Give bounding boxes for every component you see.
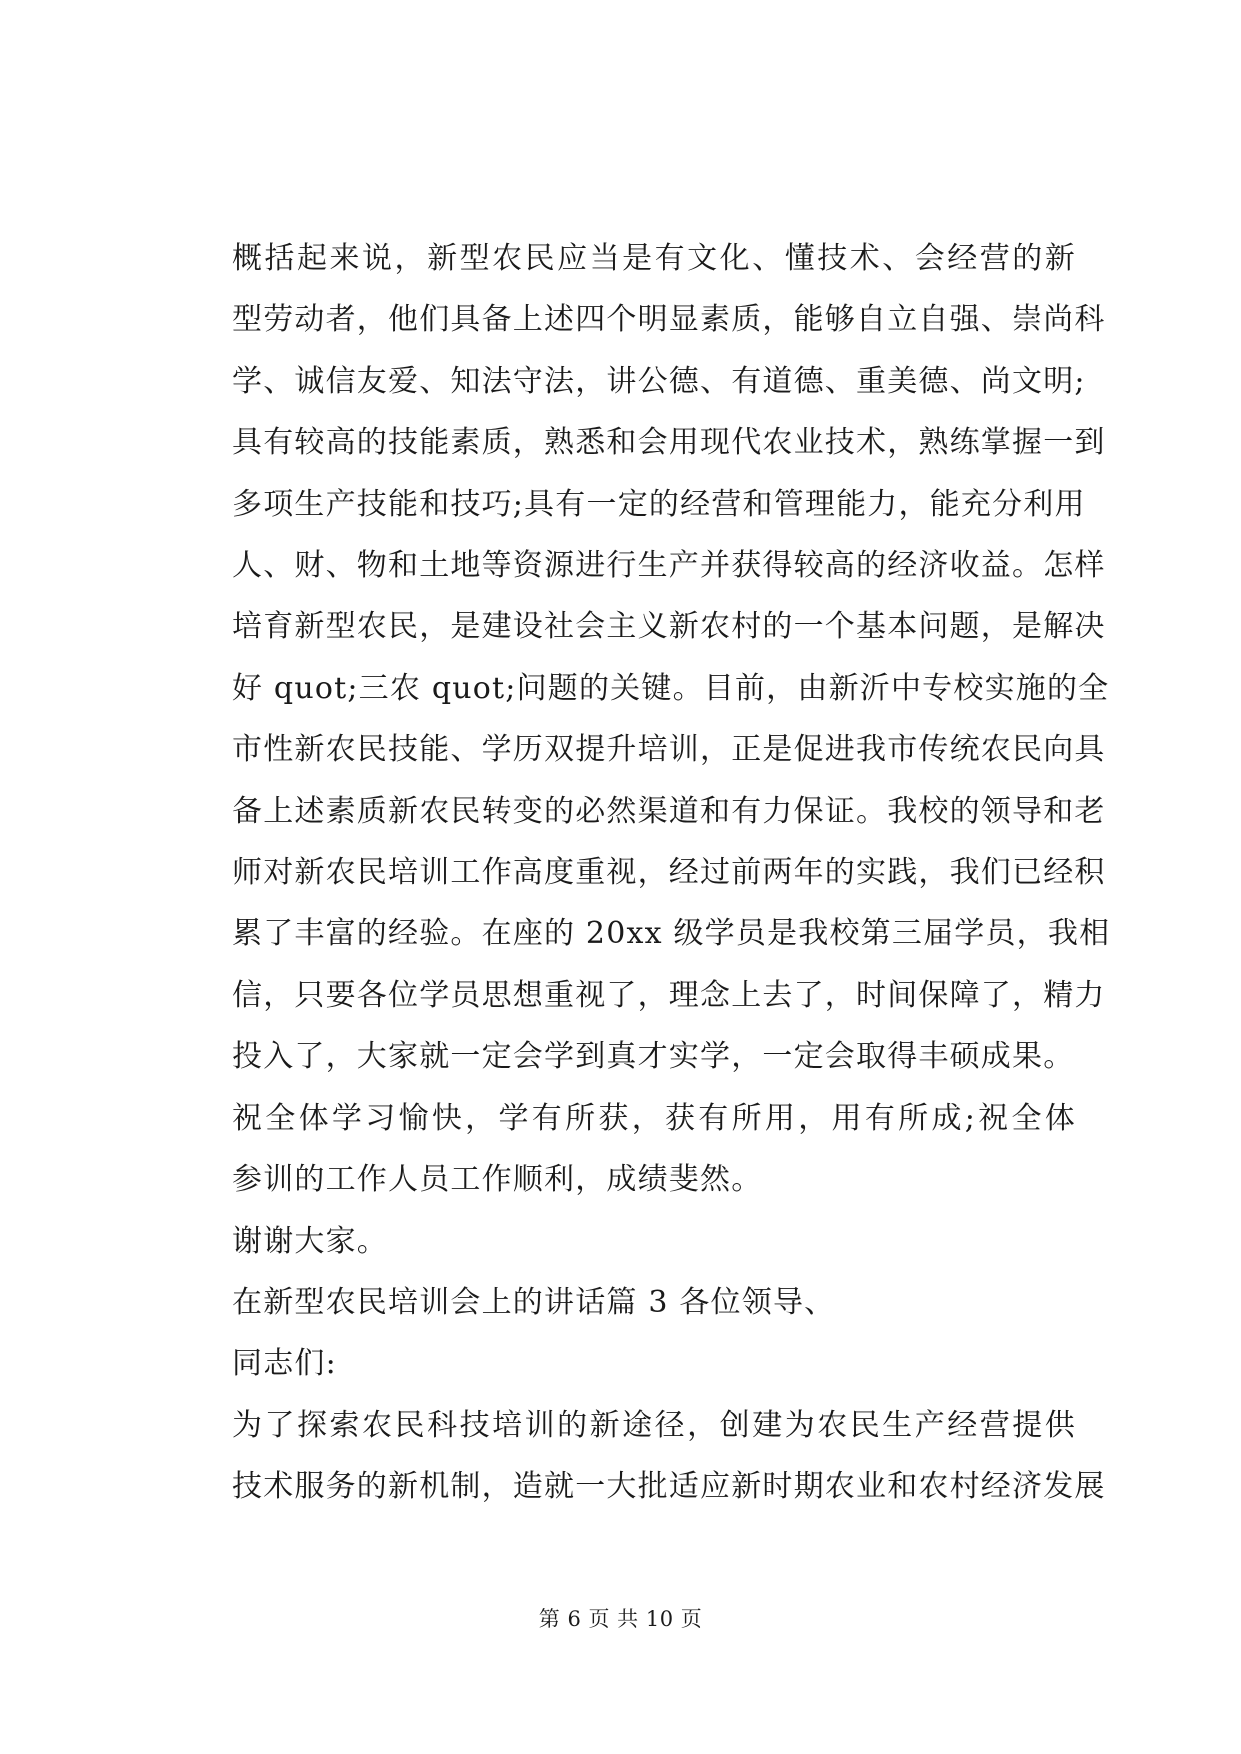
paragraph [166,228,1111,1088]
paragraph [166,1211,1076,1272]
text-line: 学、诚信友爱、知法守法，讲公德、有道德、重美德、尚文明; [232,363,1086,399]
text-line: 在新型农民培训会上的讲话篇 3 各位领导、 [232,1284,836,1320]
text-line: 谢谢大家。 [232,1223,388,1259]
text-line: 累了丰富的经验。在座的 20xx 级学员是我校第三届学员，我相 [232,916,1111,952]
text-line: 参训的工作人员工作顺利，成绩斐然。 [232,1162,763,1198]
text-line: 祝全体学习愉快，学有所获，获有所用，用有所成;祝全体 [232,1100,1076,1136]
text-line: 具有较高的技能素质，熟悉和会用现代农业技术，熟练掌握一到 [232,425,1106,461]
text-line: 人、财、物和土地等资源进行生产并获得较高的经济收益。怎样 [232,548,1106,584]
text-line: 技术服务的新机制，造就一大批适应新时期农业和农村经济发展 [232,1469,1106,1505]
text-line: 备上述素质新农民转变的必然渠道和有力保证。我校的领导和老 [232,793,1106,829]
text-line: 好 quot;三农 quot;问题的关键。目前，由新沂中专校实施的全 [232,670,1110,706]
text-line: 概括起来说，新型农民应当是有文化、懂技术、会经营的新 [232,241,1076,276]
paragraph [166,1395,1106,1518]
text-line: 型劳动者，他们具备上述四个明显素质，能够自立自强、崇尚科 [232,302,1106,338]
page-number-footer: 第 6 页 共 10 页 [538,1607,703,1631]
text-line: 同志们: [232,1346,337,1382]
text-line: 为了探索农民科技培训的新途径，创建为农民生产经营提供 [232,1407,1076,1443]
text-line: 信，只要各位学员思想重视了，理念上去了，时间保障了，精力 [232,977,1106,1013]
text-line: 市性新农民技能、学历双提升培训，正是促进我市传统农民向具 [232,732,1106,768]
page-body [166,228,1111,1518]
paragraph [166,1272,1076,1333]
text-line: 师对新农民培训工作高度重视，经过前两年的实践，我们已经积 [232,855,1106,891]
text-line: 投入了，大家就一定会学到真才实学，一定会取得丰硕成果。 [232,1039,1075,1075]
paragraph [166,1088,1076,1211]
text-line: 多项生产技能和技巧;具有一定的经营和管理能力，能充分利用 [232,486,1086,522]
text-line: 培育新型农民，是建设社会主义新农村的一个基本问题，是解决 [232,609,1106,645]
paragraph [166,1333,1076,1394]
